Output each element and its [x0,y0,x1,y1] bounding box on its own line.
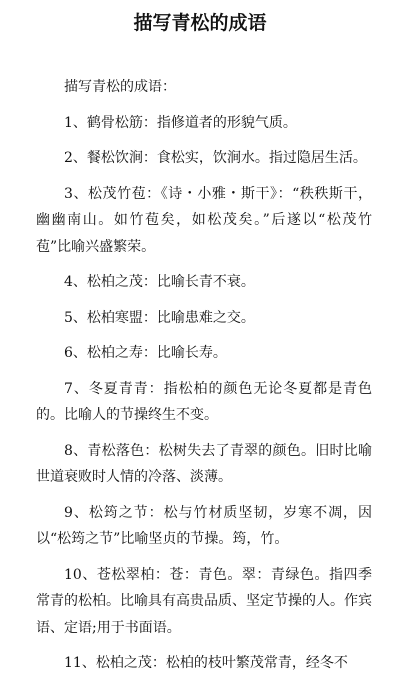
idiom-item: 2、餐松饮涧：食松实，饮涧水。指过隐居生活。 [64,150,367,166]
idiom-item: 9、松筠之节：松与竹材质坚韧，岁寒不凋，因以“松筠之节”比喻坚贞的节操。筠，竹。 [36,504,372,547]
intro-paragraph: 描写青松的成语： [64,79,176,95]
idiom-item: 10、苍松翠柏：苍：青色。翠：青绿色。指四季常青的松柏。比喻具有高贵品质、坚定节操的人。作宾语、定语;用于书面语。 [36,566,372,636]
idiom-item: 5、松柏寒盟：比喻患难之交。 [64,309,255,326]
idiom-item: 4、松柏之茂：比喻长青不衰。 [64,274,255,290]
idiom-item: 7、冬夏青青：指松柏的颜色无论冬夏都是青色的。比喻人的节操终生不变。 [36,380,372,423]
article-body [36,74,372,686]
page-title: 描写青松的成语 [133,12,267,34]
idiom-item: 8、青松落色：松树失去了青翠的颜色。旧时比喻世道衰败时人情的冷落、淡薄。 [36,442,372,485]
idiom-item: 6、松柏之寿：比喻长寿。 [64,345,227,361]
idiom-item: 3、松茂竹苞：《诗・小雅・斯干》：“秩秩斯干，幽幽南山。如竹苞矣，如松茂矣。”后遂以“松茂竹苞”比喻兴盛繁荣。 [36,185,372,255]
idiom-item: 1、鹤骨松筋：指修道者的形貌气质。 [64,114,297,131]
idiom-item: 11、松柏之茂：松柏的枝叶繁茂常青，经冬不 [64,655,348,671]
